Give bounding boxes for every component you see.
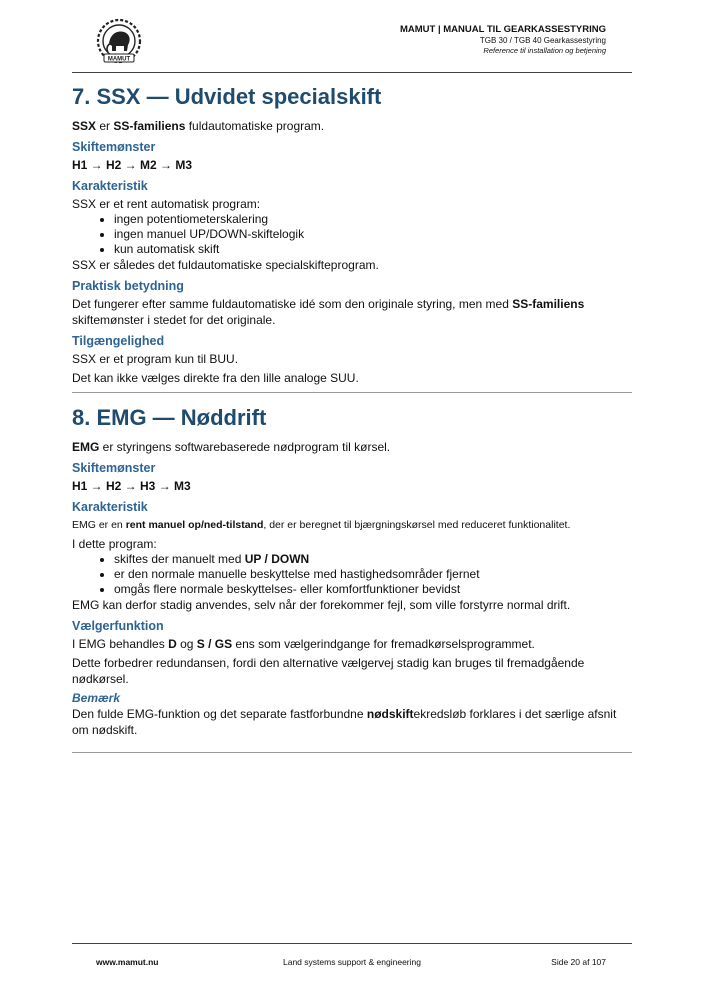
list-item: • kun automatisk skift <box>114 242 632 257</box>
s8-selector-heading: Vælgerfunktion <box>72 619 164 633</box>
s8-shift-pattern: H1 → H2 → H3 → M3 <box>72 479 191 493</box>
header-divider <box>72 72 632 73</box>
s8-note-heading: Bemærk <box>72 691 121 705</box>
s8-characteristic-heading: Karakteristik <box>72 500 148 514</box>
list-item: • skiftes der manuelt med UP / DOWN <box>114 552 632 567</box>
header-title: MAMUT | MANUAL TIL GEARKASSESTYRING <box>399 24 606 35</box>
section-7-title: 7. SSX — Udvidet specialskift <box>72 84 382 109</box>
list-item: • omgås flere normale beskyttelses- eller komfortfunktioner bevidst <box>114 582 632 597</box>
section-8-title: 8. EMG — Nøddrift <box>72 405 267 430</box>
s8-characteristic-text: EMG er en rent manuel op/ned-tilstand, der er beregnet til bjærgningskørsel med reduceret funktionalitet. <box>72 519 571 531</box>
section-7-intro: SSX er SS-familiens fuldautomatiske program. <box>72 119 325 133</box>
list-item: • er den normale manuelle beskyttelse med hastighedsområder fjernet <box>114 567 632 582</box>
section-divider <box>72 392 632 393</box>
s7-characteristic-summary: SSX er således det fuldautomatiske specialskifteprogram. <box>72 258 379 272</box>
svg-text:MAMUT: MAMUT <box>107 56 131 63</box>
s7-availability-text-2: Det kan ikke vælges direkte fra den lille analoge SUU. <box>72 371 359 385</box>
list-item: • ingen manuel UP/DOWN-skiftelogik <box>114 227 632 242</box>
s7-practical-heading: Praktisk betydning <box>72 279 184 293</box>
s7-availability-heading: Tilgængelighed <box>72 334 165 348</box>
footer-website-link[interactable]: www.mamut.nu <box>96 957 159 967</box>
footer-tagline: Land systems support & engineering <box>283 957 421 967</box>
list-item: • ingen potentiometerskalering <box>114 212 632 227</box>
s8-selector-text-2: Dette forbedrer redundansen, fordi den alternative vælgervej stadig kan bruges til fremadgående nødkørsel. <box>72 656 585 686</box>
page-content <box>72 82 632 763</box>
s8-program-summary: EMG kan derfor stadig anvendes, selv når der forekommer fejl, som ville forstyrre normal drift. <box>72 598 571 612</box>
section-divider <box>72 752 632 753</box>
s7-pattern-heading: Skiftemønster <box>72 140 156 154</box>
s7-shift-pattern: H1 → H2 → M2 → M3 <box>72 158 193 172</box>
s8-selector-text-1: I EMG behandles D og S / GS ens som vælgerindgange for fremadkørselsprogrammet. <box>72 637 535 651</box>
section-8-intro: EMG er styringens softwarebaserede nødprogram til kørsel. <box>72 440 391 454</box>
page-header <box>72 16 632 72</box>
page-footer <box>72 957 632 971</box>
s8-program-intro: I dette program: <box>72 537 157 551</box>
header-reference: Reference til installation og betjening <box>483 46 606 55</box>
header-subtitle: TGB 30 / TGB 40 Gearkassestyring <box>479 36 606 45</box>
s8-program-list <box>72 552 632 597</box>
mamut-logo-icon <box>94 18 144 66</box>
footer-divider <box>72 943 632 944</box>
s7-availability-text-1: SSX er et program kun til BUU. <box>72 352 239 366</box>
page-number: Side 20 af 107 <box>551 957 606 967</box>
s7-characteristic-list <box>72 212 632 257</box>
s7-practical-text: Det fungerer efter samme fuldautomatiske idé som den originale styring, men med SS-familiens skiftemønster i stedet for det originale. <box>72 297 585 327</box>
s8-pattern-heading: Skiftemønster <box>72 461 156 475</box>
s7-characteristic-heading: Karakteristik <box>72 179 148 193</box>
s7-characteristic-text: SSX er et rent automatisk program: <box>72 197 261 211</box>
s8-note-text: Den fulde EMG-funktion og det separate fastforbundne nødskiftekredsløb forklares i det særlige afsnit om nødskift. <box>72 707 617 737</box>
